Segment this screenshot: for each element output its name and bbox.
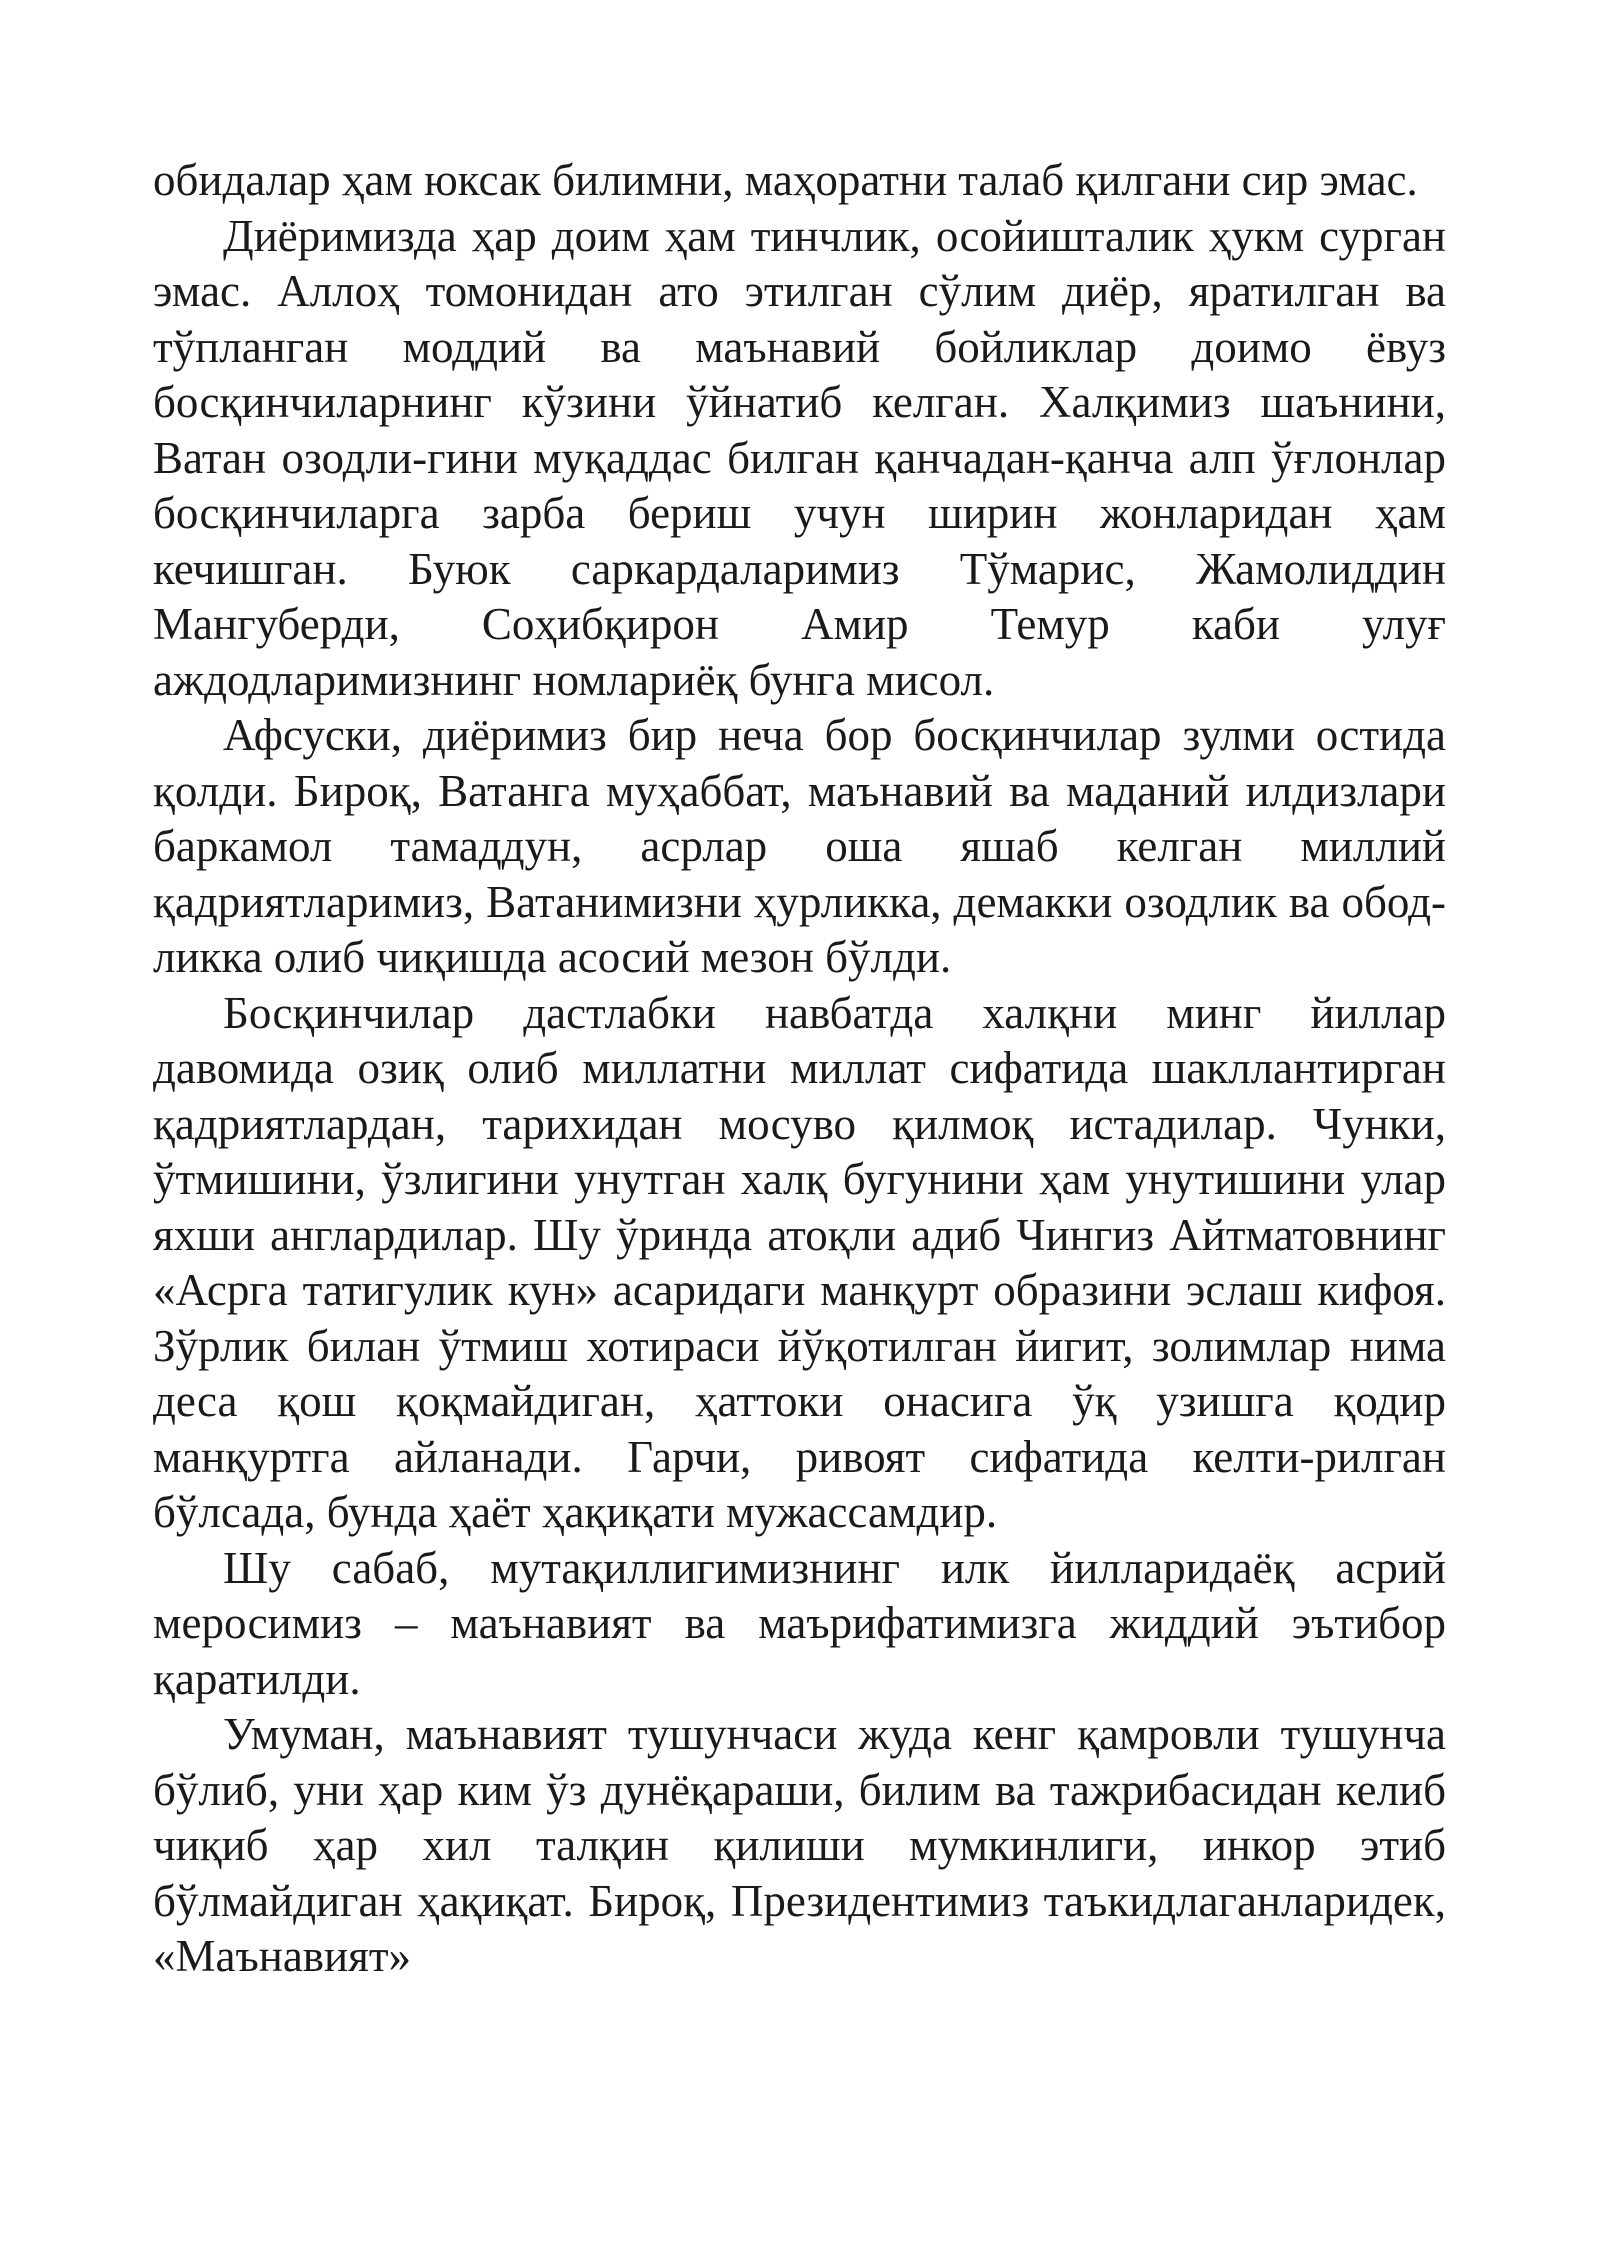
paragraph-mankurt: Босқинчилар дастлабки навбатда халқни минг йиллар давомида озиқ олиб миллатни миллат сифатида шакллантирган қадриятлардан, тарихидан мосуво қилмоқ истадилар. Чунки, ўтмишини, ўзлигини унутган халқ бугунини ҳам унутишини улар яхши англардилар. Шу ўринда атоқли адиб Чингиз Айтматовнинг «Асрга татигулик кун» асаридаги манқурт образини эслаш кифоя. Зўрлик билан ўтмиш хотираси йўқотилган йигит, золимлар нима деса қош қоқмайдиган, ҳаттоки онасига ўқ узишга қодир манқуртга айланади. Гарчи, ривоят сифатида келти-рилган бўлсада, бунда ҳаёт ҳақиқати мужассамдир. xyxy=(153,987,1446,1537)
paragraph-spirituality: Умуман, маънавият тушунчаси жуда кенг қамровли тушунча бўлиб, уни ҳар ким ўз дунёқараши, билим ва тажрибасидан келиб чиқиб ҳар хил талқин қилиши мумкинлиги, инкор этиб бўлмайдиган ҳақиқат. Бироқ, Президентимиз таъкидлаганларидек, «Маънавият» xyxy=(153,1709,1446,1981)
paragraph-independence: Шу сабаб, мутақиллигимизнинг илк йилларидаёқ асрий меросимиз – маънавият ва маърифатимизга жиддий эътибор қаратилди. xyxy=(153,1542,1446,1704)
paragraph-peace: Диёримизда ҳар доим ҳам тинчлик, осойишталик ҳукм сурган эмас. Аллоҳ томонидан ато этилган сўлим диёр, яратилган ва тўпланган моддий ва маънавий бойликлар доимо ёвуз босқинчиларнинг кўзини ўйнатиб келган. Халқимиз шаънини, Ватан озодли-гини муқаддас билган қанчадан-қанча алп ўғлонлар босқинчиларга зарба бериш учун ширин жонларидан ҳам кечишган. Буюк саркардаларимиз Тўмарис, Жамолиддин Мангуберди, Соҳибқирон Амир Темур каби улуғ аждодларимизнинг номлариёқ бунга мисол. xyxy=(153,210,1446,705)
paragraph-continuation: обидалар ҳам юксак билимни, маҳоратни талаб қилгани сир эмас. xyxy=(153,155,1418,205)
document-body xyxy=(153,153,1446,1985)
paragraph-invasions: Афсуски, диёримиз бир неча бор босқинчилар зулми остида қолди. Бироқ, Ватанга муҳаббат, маънавий ва маданий илдизлари баркамол тамаддун, асрлар оша яшаб келган миллий қадриятларимиз, Ватанимизни ҳурликка, демакки озодлик ва обод-ликка олиб чиқишда асосий мезон бўлди. xyxy=(153,710,1446,982)
